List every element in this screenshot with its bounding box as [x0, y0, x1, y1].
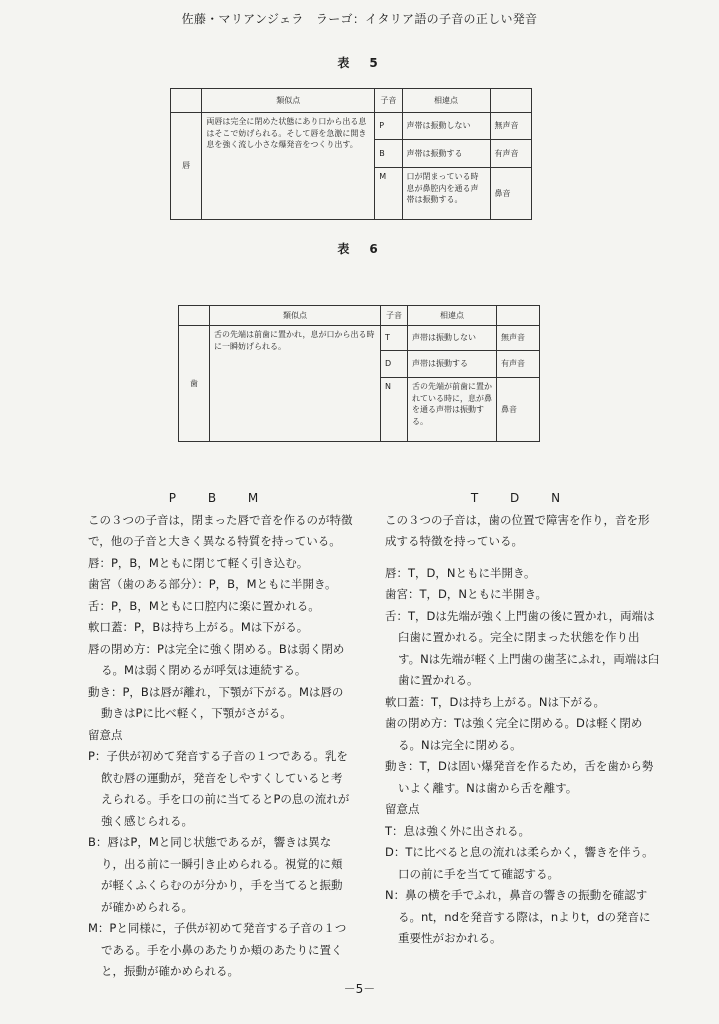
note-item: B：唇はP，Mと同じ状態であるが，響きは異なり，出る前に一瞬引き止められる。視覚的に頬が軽くふくらむのが分かり，手を当てると振動が確かめられる。 — [88, 835, 343, 914]
note-item: P：子供が初めて発音する子音の１つである。乳を飲む唇の運動が，発音をしやすくしていると考えられる。手を口の前に当てるとPの息の流れが強く感じられる。 — [88, 749, 350, 828]
table6-head-similar: 類似点 — [210, 306, 381, 326]
table5-head-diff: 相違点 — [402, 89, 490, 113]
note-item: M：Pと同様に，子供が初めて発音する子音の１つである。手を小鼻のあたりか頬のあたりに置くと，振動が確かめられる。 — [88, 921, 347, 978]
table6-consonant: T — [381, 326, 408, 351]
right-column — [385, 488, 660, 950]
page-number: －5－ — [343, 982, 376, 996]
table5-similar: 両唇は完全に閉めた状態にあり口から出る息はそこで妨げられる。そして唇を急激に開き息を強く流し小さな爆発音をつくり出す。 — [202, 113, 375, 220]
left-column — [88, 488, 353, 983]
table6 — [178, 305, 540, 442]
table6-group: 歯 — [179, 326, 210, 442]
list-item: 唇の閉め方：Pは完全に強く閉める。Bは弱く閉める。Mは弱く閉めるが呼気は連続する。 — [88, 641, 345, 677]
note-item: T：息は強く外に出される。 — [385, 823, 531, 838]
table5-diff: 声帯は振動する — [402, 140, 490, 168]
list-item: 唇：P，B，Mともに閉じて軽く引き込む。 — [88, 555, 309, 570]
notes-title: 留意点 — [88, 727, 123, 742]
table6-diff: 声帯は振動する — [408, 351, 497, 378]
table6-diff: 舌の先端が前歯に置かれている時に，息が鼻を通る声帯は振動する。 — [408, 378, 497, 442]
table6-type: 有声音 — [497, 351, 540, 378]
note-item: N：鼻の横を手でふれ，鼻音の響きの振動を確認する。nt，ndを発音する際は，nよりt，dの発音に重要性がおかれる。 — [385, 888, 651, 945]
table5-caption: 表 5 — [337, 56, 382, 70]
table5 — [170, 88, 532, 220]
table5-consonant: P — [375, 113, 402, 140]
list-item: 軟口蓋：P，Bは持ち上がる。Mは下がる。 — [88, 620, 309, 634]
table5-diff: 声帯は振動しない — [402, 113, 490, 140]
list-item: 舌：P，B，Mともに口腔内に楽に置かれる。 — [88, 598, 320, 613]
list-item: 動き：P，Bは唇が離れ，下顎が下がる。Mは唇の動きはPに比べ軽く，下顎がさがる。 — [88, 684, 344, 720]
section-heading-tdn: T D N — [470, 491, 575, 505]
table5-group: 唇 — [171, 113, 202, 220]
table6-consonant: N — [381, 378, 408, 442]
list-item: 舌：T，Dは先端が強く上門歯の後に置かれ，両端は臼歯に置かれる。完全に閉まった状態を作り出す。Nは先端が軽く上門歯の歯茎にふれ，両端は臼歯に置かれる。 — [385, 608, 660, 687]
table6-caption: 表 6 — [337, 242, 382, 256]
table6-type: 無声音 — [497, 326, 540, 351]
table6-head-diff: 相違点 — [408, 306, 497, 326]
note-item: D：Tに比べると息の流れは柔らかく，響きを伴う。口の前に手を当てて確認する。 — [385, 845, 654, 881]
notes-title: 留意点 — [385, 802, 420, 816]
table5-diff: 口が閉まっている時息が鼻腔内を通る声帯は振動する。 — [402, 168, 490, 220]
paragraph: この３つの子音は，閉まった唇で音を作るのが特徴で，他の子音と大きく異なる特質を持っている。 — [88, 512, 353, 548]
table6-type: 鼻音 — [497, 378, 540, 442]
table6-similar: 舌の先端は前歯に置かれ，息が口から出る時に一瞬妨げられる。 — [210, 326, 381, 442]
table5-type: 有声音 — [490, 140, 531, 168]
table6-consonant: D — [381, 351, 408, 378]
table6-head-consonant: 子音 — [381, 306, 408, 326]
table5-consonant: B — [375, 140, 402, 168]
list-item: 歯宮：T，D，Nともに半開き。 — [385, 587, 548, 601]
paragraph: この３つの子音は，歯の位置で障害を作り，音を形成する特徴を持っている。 — [385, 512, 650, 548]
list-item: 唇：T，D，Nともに半開き。 — [385, 565, 536, 580]
table5-type: 無声音 — [490, 113, 531, 140]
table5-head-similar: 類似点 — [202, 89, 375, 113]
list-item: 歯宮（歯のある部分）：P，B，Mともに半開き。 — [88, 577, 337, 591]
list-item: 歯の閉め方：Tは強く完全に閉める。Dは軽く閉める。Nは完全に閉める。 — [385, 716, 643, 752]
list-item: 軟口蓋：T，Dは持ち上がる。Nは下がる。 — [385, 694, 605, 709]
table5-head-consonant: 子音 — [375, 89, 402, 113]
table6-diff: 声帯は振動しない — [408, 326, 497, 351]
table5-type: 鼻音 — [490, 168, 531, 220]
section-heading-pbm: P B M — [168, 491, 273, 505]
running-header: 佐藤・マリアンジェラ ラーゴ：イタリア語の子音の正しい発音 — [181, 12, 538, 26]
table5-consonant: M — [375, 168, 402, 220]
list-item: 動き：T，Dは固い爆発音を作るため，舌を歯から勢いよく離す。Nは歯から舌を離す。 — [385, 759, 654, 795]
